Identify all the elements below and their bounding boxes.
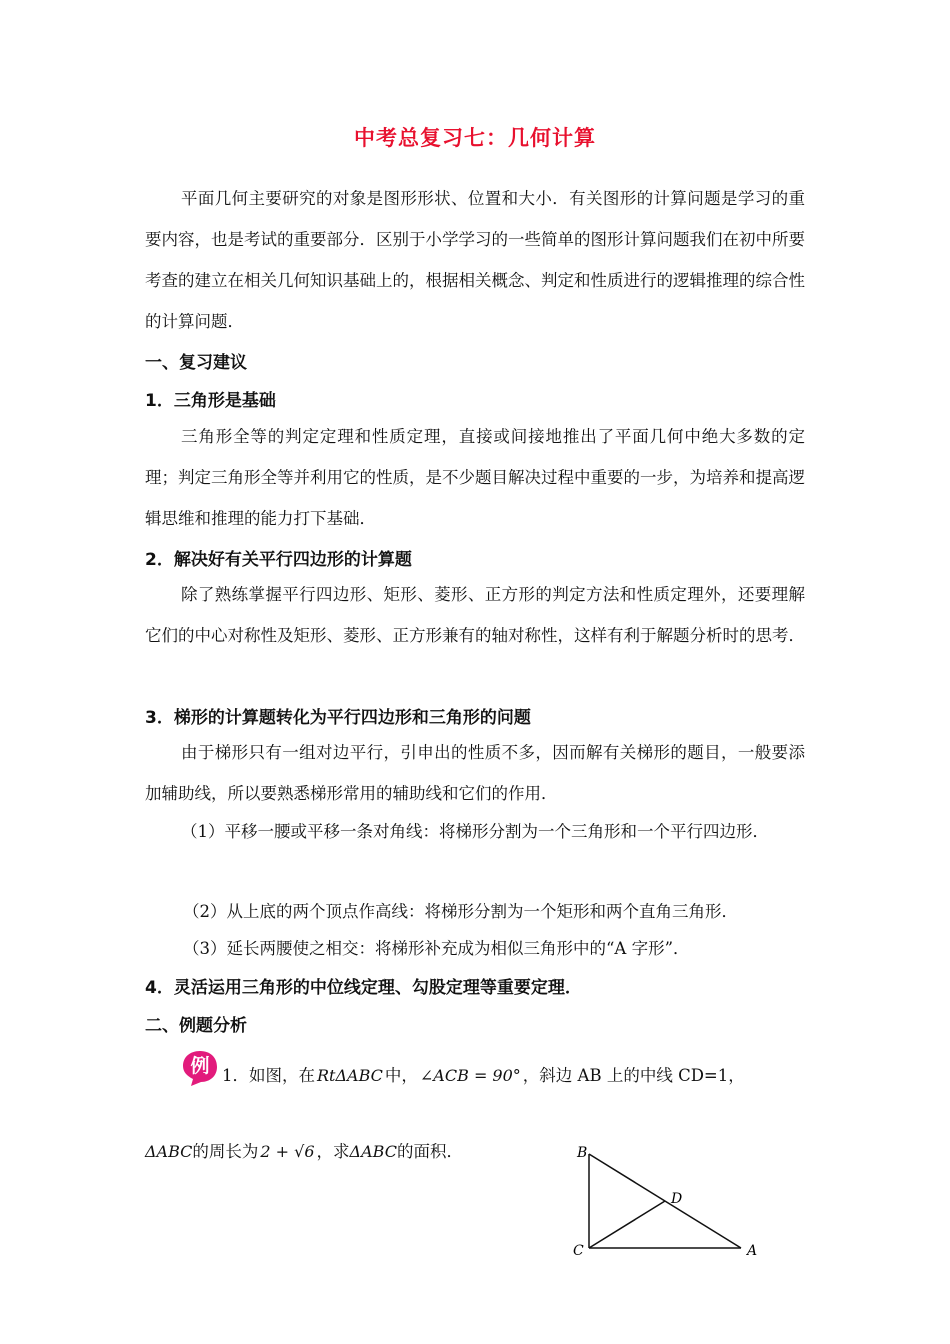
math-triangle-abc-2: ΔABC <box>349 1142 397 1161</box>
example-1-number: 1．如图，在 <box>222 1066 315 1085</box>
trapezoid-method-1: （1）平移一腰或平移一条对角线：将梯形分割为一个三角形和一个平行四边形． <box>181 822 769 841</box>
example-1-text-3: ，斜边 AB 上的中线 CD=1， <box>522 1066 745 1085</box>
subheading-theorems: 4．灵活运用三角形的中位线定理、勾股定理等重要定理． <box>145 978 582 998</box>
trapezoid-method-2: （2）从上底的两个顶点作高线：将梯形分割为一个矩形和两个直角三角形． <box>183 902 738 921</box>
example-1-line-2 <box>145 1138 565 1162</box>
example-1-text-4: 的周长为 <box>192 1142 259 1161</box>
paragraph-trapezoid: 由于梯形只有一组对边平行，引申出的性质不多，因而解有关梯形的题目，一般要添加辅助线，所以要熟悉梯形常用的辅助线和它们的作用． <box>145 743 805 803</box>
subheading-parallelogram: 2．解决好有关平行四边形的计算题 <box>145 550 412 570</box>
example-1-text-5: ，求 <box>316 1142 350 1161</box>
math-perimeter: 2 + √6 <box>260 1142 315 1161</box>
paragraph-parallelogram: 除了熟练掌握平行四边形、矩形、菱形、正方形的判定方法和性质定理外，还要理解它们的中心对称性及矩形、菱形、正方形兼有的轴对称性，这样有利于解题分析时的思考． <box>145 585 805 645</box>
point-label-d: D <box>671 1191 683 1207</box>
vertex-label-a: A <box>747 1243 758 1259</box>
page-title: 中考总复习七：几何计算 <box>354 126 596 150</box>
intro-paragraph: 平面几何主要研究的对象是图形形状、位置和大小．有关图形的计算问题是学习的重要内容，也是考试的重要部分．区别于小学学习的一些简单的图形计算问题我们在初中所要考查的建立在相关几何知识基础上的，根据相关概念、判定和性质进行的逻辑推理的综合性的计算问题． <box>145 189 805 331</box>
paragraph-triangle: 三角形全等的判定定理和性质定理，直接或间接地推出了平面几何中绝大多数的定理；判定三角形全等并利用它的性质，是不少题目解决过程中重要的一步，为培养和提高逻辑思维和推理的能力打下基础． <box>145 427 805 528</box>
section-heading-examples: 二、例题分析 <box>145 1016 247 1036</box>
subheading-triangle: 1．三角形是基础 <box>145 391 276 411</box>
math-triangle-abc: ΔABC <box>145 1142 193 1161</box>
section-heading-review: 一、复习建议 <box>145 353 247 373</box>
subheading-trapezoid: 3．梯形的计算题转化为平行四边形和三角形的问题 <box>145 708 531 728</box>
trapezoid-method-3: （3）延长两腰使之相交：将梯形补充成为相似三角形中的“A 字形”． <box>183 939 690 958</box>
example-badge-icon <box>181 1049 219 1087</box>
math-rt-triangle: RtΔABC <box>317 1066 383 1085</box>
example-1-text-2: 中， <box>384 1066 418 1085</box>
median-cd <box>589 1201 665 1248</box>
example-badge-label: 例 <box>190 1055 210 1077</box>
vertex-label-b: B <box>577 1145 588 1161</box>
example-1-text-6: 的面积． <box>396 1142 463 1161</box>
example-1-line-1 <box>222 1062 807 1086</box>
math-right-angle: ∠ACB = 90° <box>419 1066 521 1085</box>
vertex-label-c: C <box>573 1243 584 1259</box>
triangle-figure <box>565 1138 765 1263</box>
